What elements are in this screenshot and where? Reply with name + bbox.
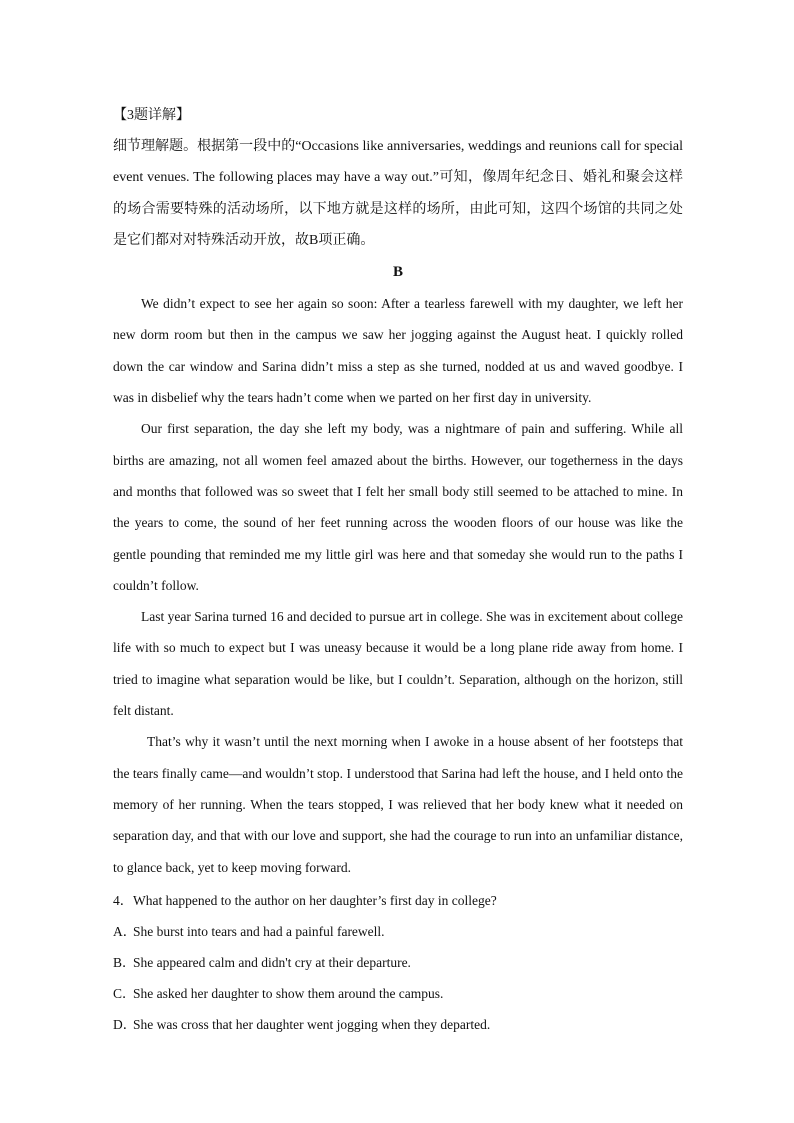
option-text: She appeared calm and didn't cry at their departure. (133, 954, 411, 970)
question-text: What happened to the author on her daughter’s first day in college? (133, 892, 497, 908)
passage-paragraph-3: Last year Sarina turned 16 and decided to pursue art in college. She was in excitement about college life with so much to expect but I was uneasy because it would be a long plane ride away from home. I tried to imagine what separation would be like, but I couldn’t. Separation, although on the horizon, still felt distant. (113, 609, 683, 719)
passage-paragraph-4: That’s why it wasn’t until the next morning when I awoke in a house absent of her footsteps that the tears finally came—and wouldn’t stop. I understood that Sarina had left the house, and I held onto the memory of her running. When the tears stopped, I was relieved that her body knew what it needed on separation day, and that with our love and support, she had the courage to run into an unfamiliar distance, to glance back, yet to keep moving forward. (113, 734, 683, 875)
option-text: She was cross that her daughter went jogging when they departed. (133, 1016, 491, 1032)
option-c[interactable] (113, 978, 683, 1009)
option-text: She burst into tears and had a painful farewell. (133, 923, 385, 939)
option-b[interactable] (113, 947, 683, 978)
explanation-text: 细节理解题。根据第一段中的“Occasions like anniversaries, weddings and reunions call for special event venues. The following places may have a way out.”可知，像周年纪念日、婚礼和聚会这样的场合需要特殊的活动场所，以下地方就是这样的场所，由此可知，这四个场馆的共同之处是它们都对对特殊活动开放，故B项正确。 (113, 139, 683, 248)
question-4 (113, 885, 683, 1040)
question-stem (113, 885, 683, 916)
section-label: B (392, 264, 403, 281)
explanation-block (113, 100, 683, 256)
passage-paragraph-2: Our first separation, the day she left my body, was a nightmare of pain and suffering. While all births are amazing, not all women feel amazed about the births. However, our togetherness in the days and months that followed was so sweet that I felt her small body still seemed to be attached to mine. In the years to come, the sound of her feet running across the wooden floors of our house was like the gentle pounding that reminded me my little girl was here and that someday she would run to the paths I couldn’t follow. (113, 421, 683, 593)
exam-page (113, 100, 683, 1040)
option-letter: C． (113, 985, 136, 1001)
option-text: She asked her daughter to show them around the campus. (133, 985, 444, 1001)
option-a[interactable] (113, 916, 683, 947)
explanation-heading: 【3题详解】 (113, 108, 190, 123)
reading-passage (113, 288, 683, 883)
passage-paragraph-1: We didn’t expect to see her again so soon: After a tearless farewell with my daughter, we left her new dorm room but then in the campus we saw her jogging against the August heat. I quickly rolled down the car window and Sarina didn’t miss a step as she turned, nodded at us and waved goodbye. I was in disbelief why the tears hadn’t come when we parted on her first day in university. (113, 296, 683, 406)
option-letter: D． (113, 1016, 137, 1032)
option-d[interactable] (113, 1009, 683, 1040)
option-letter: A． (113, 923, 137, 939)
option-letter: B． (113, 954, 136, 970)
question-number: 4． (113, 892, 134, 908)
